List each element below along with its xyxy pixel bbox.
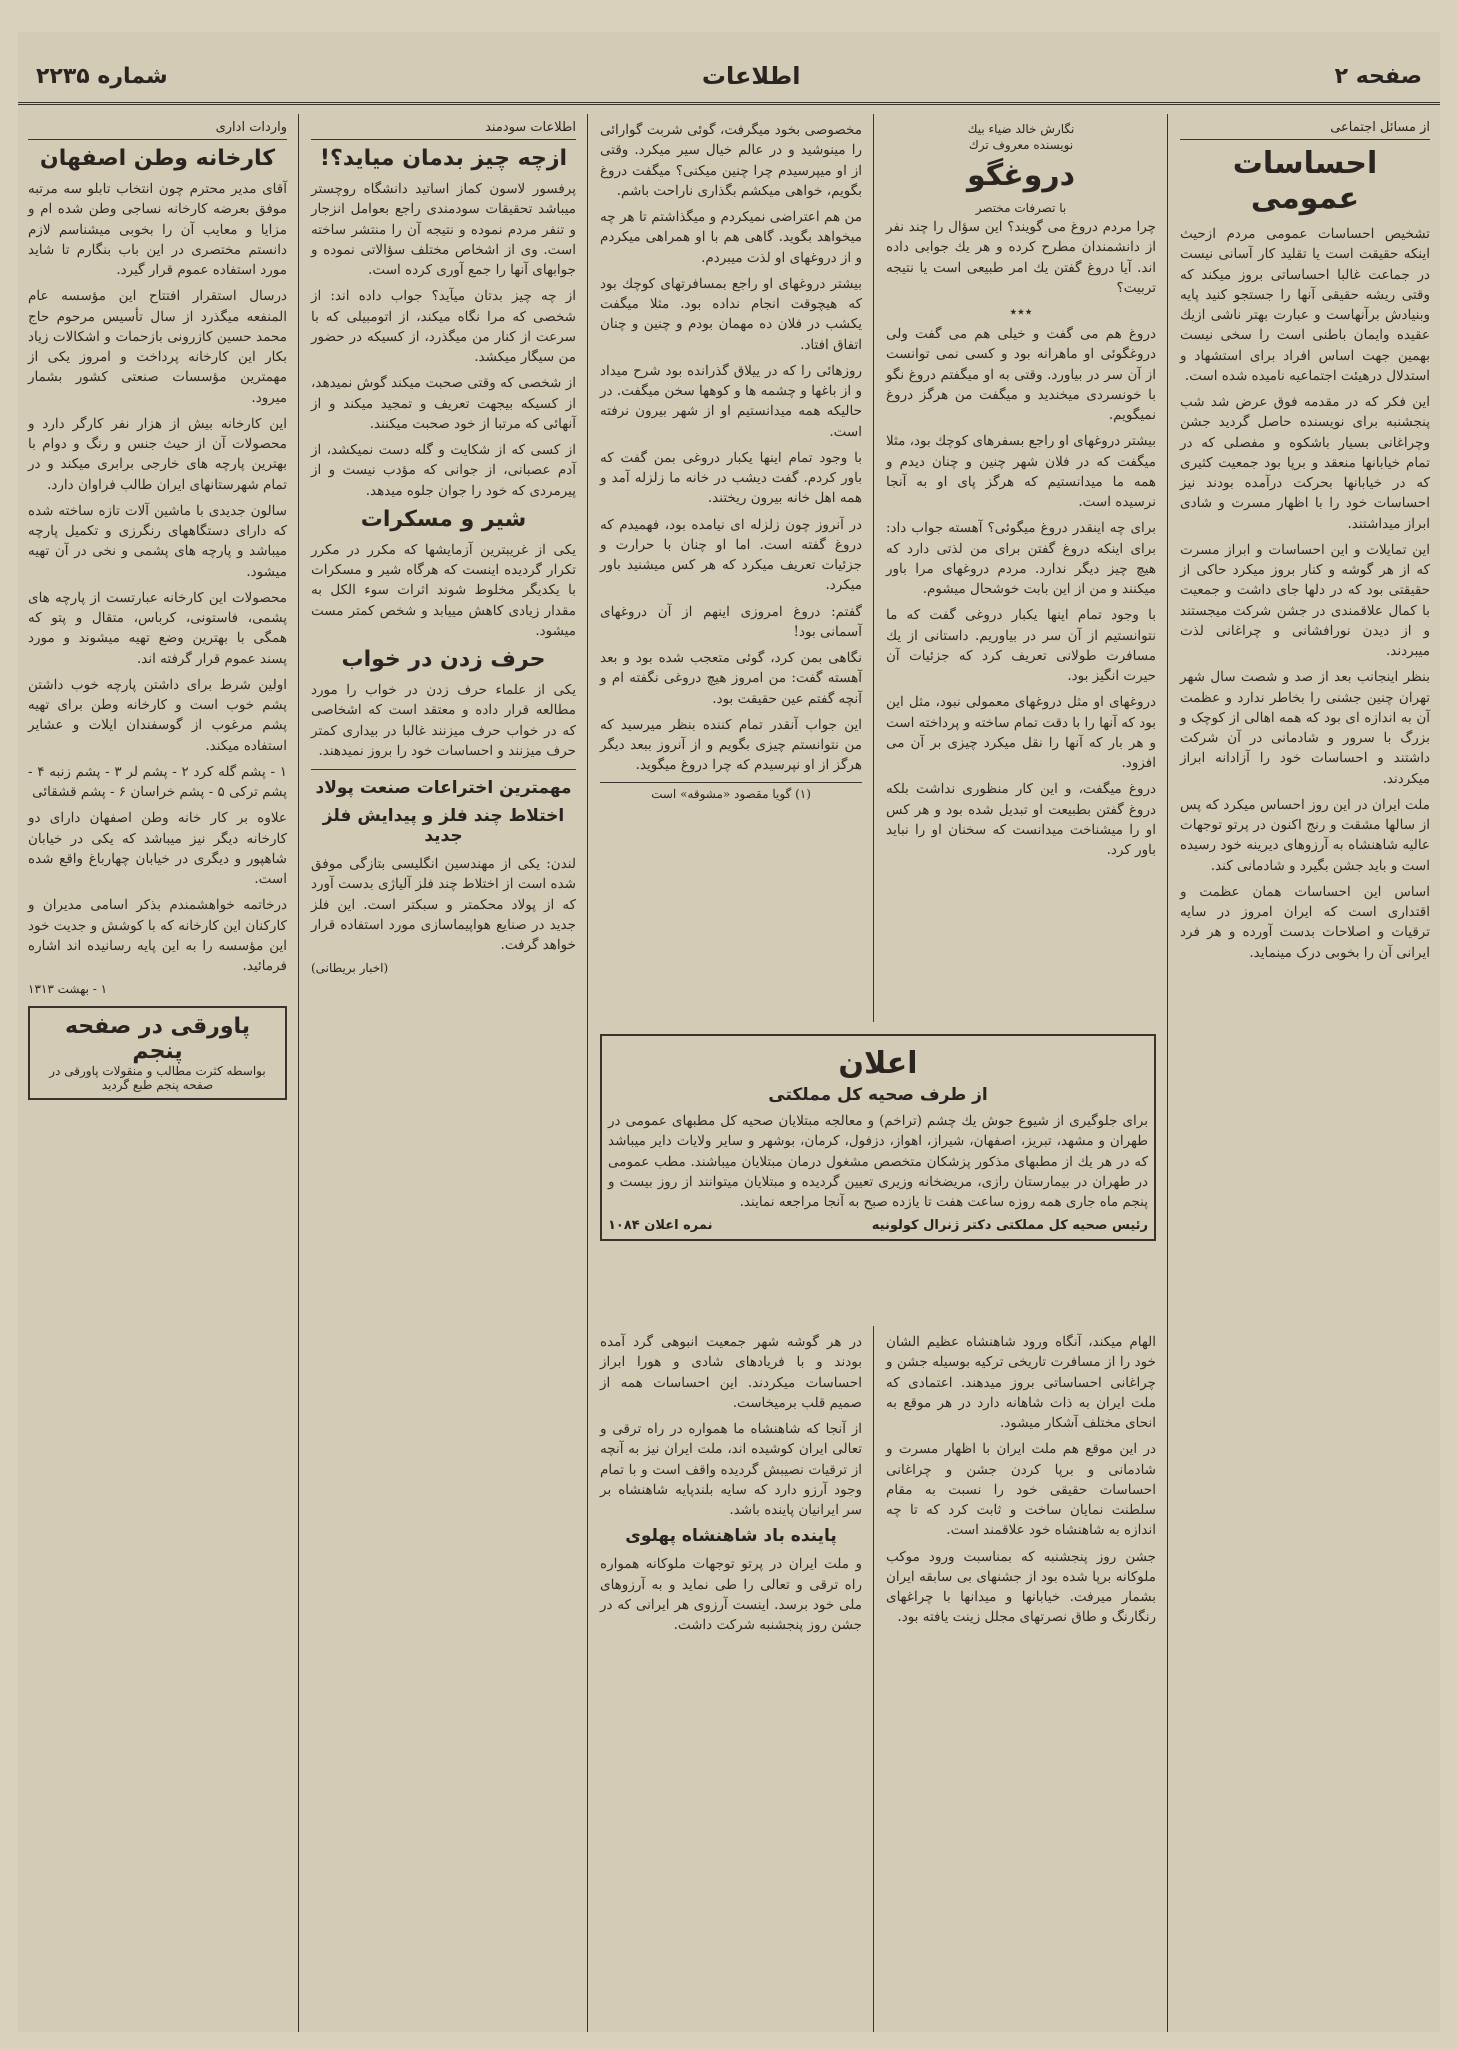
paragraph: با وجود تمام اینها یکبار دروغی گفت که ما نتوانستیم از آن سر در بیاوریم. داستانی از یك مسافرت طولانی تعریف کرد که جزئیات آن حیرت انگیز بود. [886, 607, 1156, 684]
column-sentiment-cont-b [590, 1326, 872, 2032]
paragraph: سالون جدیدی با ماشین آلات تازه ساخته شده که دارای دستگاههای رنگرزی و تکمیل پارچه میباشد و پارچه های پشمی و نخی در آن تهیه میشود. [28, 502, 287, 580]
edit-note: با تصرفات مختصر [975, 201, 1067, 215]
masthead [18, 50, 1440, 105]
paragraph: این کارخانه بیش از هزار نفر کارگر دارد و محصولات آن از حیث جنس و رنگ و دوام با بهترین پارچه های خارجی برابری میکند و در تمام شهرستانهای ایران طالب فراوان دارد. [28, 415, 287, 493]
article-title: کارخانه وطن اصفهان [39, 146, 276, 171]
paragraph: بیشتر دروغهای او راجع بسفرهای کوچك بود، مثلا میگفت که در فلان شهر چنین و چنان دیدم و همه ما میدانستیم که هرگز پای او به آنجا نرسیده است. [886, 433, 1156, 510]
author-byline: نگارش خالد ضیاء بیك [967, 122, 1075, 136]
section-label: اطلاعات سودمند [311, 120, 576, 140]
paragraph: تشخیص احساسات عمومی مردم ازحیث اینکه حقیقت است یا تقلید کار آسانی نیست در جماعت غالبا احساساتی بروز میکند که وقتی ریشه حقیقی آنها را جستجو کنید پایه وبنیادش برآنهاست و عبارت بهتر ناشی ازیك عقیده وایمان باطنی است را سخی نیست بهمین جهت اساس افراد برای استشهاد و استدلال درهیئت اجتماعیه نامیده شده است. [1180, 226, 1430, 384]
slogan: پاینده باد شاهنشاه پهلوی [625, 1526, 837, 1547]
paragraph: من هم اعتراضی نمیکردم و میگذاشتم تا هر چه میخواهد بگوید. گاهی هم با او همراهی میکردم و از دروغهای او لذت میبردم. [600, 209, 862, 266]
paragraph: چرا مردم دروغ می گویند؟ این سؤال را چند نفر از دانشمندان مطرح کرده و هر یك جوابی داده اند. آیا دروغ گفتن یك امر طبیعی است یا نتیجه تربیت؟ [886, 219, 1156, 296]
column-public-sentiment [1170, 114, 1440, 2032]
paragraph: این جواب آنقدر تمام کننده بنظر میرسید که من نتوانستم چیزی بگویم و از آنروز ببعد دیگر هرگز از او نپرسیدم که چرا دروغ میگوید. [600, 716, 862, 774]
paragraph: روزهائی را که در ییلاق گذرانده بود شرح میداد و از باغها و چشمه ها و کوهها سخن میگفت. در حالیکه همه میدانستیم او از شهر بیرون نرفته است. [600, 362, 862, 440]
issue-number: شماره ۲۲۳۵ [36, 63, 168, 89]
newspaper-page [18, 32, 1440, 2032]
paragraph: دروغ هم می گفت و خیلی هم می گفت ولی دروغگوئی او ماهرانه بود و کسی نمی توانست از آن سر در بیاورد. وقتی به او میگفتم دروغ نگو با خونسردی میخندید و میگفت من هرگز دروغ نمیگویم. [886, 326, 1156, 423]
paragraph: دروغهای او مثل دروغهای معمولی نبود، مثل این بود که آنها را با دقت تمام ساخته و پرداخته است و هر بار که آنها را نقل میکرد چیزی بر آن می افزود. [886, 694, 1156, 771]
ad-footer [608, 1218, 1148, 1233]
article-title: حرف زدن در خواب [341, 647, 546, 672]
paragraph: در آنروز چون زلزله ای نیامده بود، فهمیدم که دروغ گفته است. اما او چنان با حرارت و جزئیات تعریف میکرد که هر کس میشنید باور میکرد. [600, 516, 862, 594]
column-vatan-factory [18, 114, 297, 2032]
serial-notice-title: پاورقی در صفحه پنجم [64, 1014, 251, 1065]
paragraph: محصولات این کارخانه عبارتست از پارچه های پشمی، فاستونی، کرباس، متقال و پتو که همگی با بهترین وضع تهیه میشوند و مورد پسند عموم قرار گرفته اند. [28, 589, 287, 667]
wool-list: ۱ - پشم گله کرد ۲ - پشم لر ۳ - پشم زنبه ۴ - پشم ترکی ۵ - پشم خراسان ۶ - پشم قشقائی [28, 763, 288, 800]
paragraph: از آنجا که شاهنشاه ما همواره در راه ترقی و تعالی ایران کوشیده اند، ملت ایران نیز به آنچه از ترقیات نصیبش گردیده واقف است و با تمام وجود آرزو دارد که سایه بلندپایه شاهنشاه بر سر ایرانیان پاینده باشد. [600, 1421, 862, 1518]
article-title: ازچه چیز بدمان میاید؟! [319, 146, 568, 171]
paragraph: مخصوصی بخود میگرفت، گوئی شربت گوارائی را مینوشید و در عالم خیال سیر میکرد. وقتی از او میپرسیدم چرا چنین میکنی؟ میگفت دروغ بگویم، خواهی میکشم بگذاری ناراحت باشم. [600, 122, 862, 199]
column-rule [873, 1326, 874, 2032]
paragraph: از چه چیز بدتان میآید؟ جواب داده اند: از شخصی که مرا نگاه میکند، از اتومبیلی که با سرعت از کنار من میگذرد، از کسیکه در حضور من سیگار میکشد. [311, 288, 576, 365]
paragraph: جشن روز پنجشنبه که بمناسبت ورود موکب ملوکانه برپا شده بود از جشنهای بی سابقه ایران بشمار میرفت. خیابانها و میدانها با چراغهای رنگارنگ و طاق نصرتهای مجلل زینت یافته بود. [886, 1548, 1156, 1626]
paragraph: از شخصی که وقتی صحبت میکند گوش نمیدهد، از کسیکه بیجهت تعریف و تمجید میکند و از آنهائی که مرتبا از خود صحبت میکنند. [311, 375, 576, 432]
article-title: احساسات عمومی [1232, 146, 1378, 216]
paragraph: درخاتمه خواهشمندم بذکر اسامی مدیران و کارکنان این کارخانه که با کوشش و جدیت خود این مؤسسه را به این پایه رسانیده اند اشاره فرمائید. [28, 897, 287, 974]
letter-date: ۱ - بهشت ۱۳۱۳ [28, 982, 108, 997]
paragraph: و ملت ایران در پرتو توجهات ملوکانه همواره راه ترقی و تعالی را طی نماید و به آرزوهای ملی خود برسد. اینست آرزوی هر ایرانی که در جشن روز پنجشنبه شرکت داشت. [600, 1556, 862, 1633]
column-sentiment-cont-a [876, 1326, 1166, 2032]
ad-signature: رئیس صحیه کل مملکتی دکتر ژنرال کولونیه [871, 1218, 1148, 1234]
paragraph: در این موقع هم ملت ایران با اظهار مسرت و شادمانی و برپا کردن جشن و چراغانی احساسات حقیقی خود را نسبت به مقام سلطنت نمایان ساخت و ثابت کرد که تا چه اندازه به شاهنشاه خود علاقمند است. [886, 1441, 1156, 1539]
source-credit: (اخبار بریطانی) [311, 961, 389, 976]
paragraph: این فکر که در مقدمه فوق عرض شد شب پنجشنبه برای نویسنده حاصل گردید جشن وچراغانی بسیار باشکوه و مفصلی که در تمام خیابانها منعقد و برپا بود جمعیت کثیری که در خیابانها بحرکت درآمده بودند نیز احساسات خود را با اظهار مسرت و شادی ابراز میداشتند. [1180, 394, 1430, 532]
ad-body: برای جلوگیری از شیوع جوش یك چشم (تراخم) و معالجه مبتلایان صحیه کل مطبهای عمومی در طهران و مشهد، تبریز، اصفهان، شیراز، اهواز، دزفول، کرمان، بوشهر و سایر ولایات دایر میباشد که در هر یك از مطبهای مذکور پزشکان متخصص مشغول درمان مبتلایان میباشند. مطب عمومی در طهران در بیمارستان رازی، مریضخانه وزیری تعیین گردیده و مبتلایان میتوانند از روز بیست و پنجم ماه جاری همه روزه ساعت هفت تا یازده صبح به آنجا مراجعه نمایند. [608, 1113, 1148, 1210]
article-title: شیر و مسکرات [360, 506, 527, 532]
column-rule [873, 114, 874, 1022]
paragraph: الهام میکند، آنگاه ورود شاهنشاه عظیم الشان خود را از مسافرت تاریخی ترکیه بوسیله جشن و چراغانی احساساتی بروز میدهند. اعتمادی که ملت ایران به ذات شاهانه دارد در هر موقع به انحای مختلف آشکار میشود. [886, 1334, 1156, 1431]
paragraph: درسال استقرار افتتاح این مؤسسه عام المنفعه میگذرد از سال تأسیس مرحوم حاج محمد حسین کازرونی بازحمات و اشکالات زیاد بکار این کارخانه پرداخت و امروز یکی از مهمترین مؤسسات صنعتی کشور بشمار میرود. [28, 288, 287, 406]
paragraph: اولین شرط برای داشتن پارچه خوب داشتن پشم خوب است و کارخانه وطن برای تهیه پشم مرغوب از گوسفندان ایلات و عشایر استفاده میکند. [28, 676, 287, 754]
ad-title: اعلان [838, 1046, 918, 1081]
paragraph: در هر گوشه شهر جمعیت انبوهی گرد آمده بودند و با فریادهای شادی و هورا ابراز احساسات میکردند. این احساسات همه از صمیم قلب برمیخاست. [600, 1334, 862, 1411]
author-note: نویسنده معروف ترك [968, 138, 1074, 152]
paragraph: دروغ میگفت، و این کار منظوری نداشت بلکه دروغ گفتن بطبیعت او تبدیل شده بود و هر کس او را میشناخت میدانست که سخنان او را نباید باور کرد. [886, 781, 1156, 858]
paragraph: علاوه بر کار خانه وطن اصفهان دارای دو کارخانه دیگر نیز میباشد که یکی در خیابان شاهپور و دیگری در خیابان چهارباغ واقع شده است. [28, 810, 287, 887]
divider [311, 769, 576, 770]
columns [18, 114, 1440, 2032]
column-liar-story-cont [590, 114, 872, 1022]
paragraph: لندن: یکی از مهندسین انگلیسی بتازگی موفق شده است از اختلاط چند فلز آلیاژی بدست آورد که از پولاد محکمتر و سبکتر است. این فلز جدید در صنایع هواپیماسازی مورد استفاده قرار خواهد گرفت. [311, 856, 576, 953]
paragraph: بیشتر دروغهای او راجع بمسافرتهای کوچك بود که هیچوقت انجام نداده بود. مثلا میگفت یکشب در فلان ده مهمان بودم و چنین و چنان اتفاق افتاد. [600, 275, 862, 353]
story-title: دروغگو [966, 158, 1076, 193]
paragraph: آقای مدیر محترم چون انتخاب تابلو سه مرتبه موفق بعرضه کارخانه نساجی وطن شده ام و مزایا و معایب آن را بخوبی میشناسم لازم دانستم مختصری در این باب بنگارم تا شاید مورد استفاده عموم قرار گیرد. [28, 181, 287, 278]
section-label: واردات اداری [28, 120, 287, 140]
newspaper-name: اطلاعات [701, 62, 801, 90]
paragraph: برای چه اینقدر دروغ میگوئی؟ آهسته جواب داد: برای اینکه دروغ گفتن برای من لذتی دارد که هیچ چیز دیگر ندارد. مردم دروغهای مرا باور میکنند و من از این بابت خوشحال میشوم. [886, 520, 1156, 597]
advertisement-block [590, 1022, 1166, 1322]
paragraph: این تمایلات و این احساسات و ابراز مسرت که از هر گوشه و کنار بروز میکرد حاکی از حقیقتی بود که در دلها جای داشت و جمعیت با کمال علاقمندی در جشن شرکت میجستند و از دیدن نورافشانی و چراغانی لذت میبردند. [1180, 541, 1430, 659]
article-subtitle: اختلاط چند فلز و پیدایش فلز جدید [322, 806, 565, 846]
section-divider: ٭٭٭ [1009, 304, 1033, 320]
column-rule [587, 114, 588, 2032]
column-rule [298, 114, 299, 2032]
column-useful-info [301, 114, 586, 2032]
ad-number: نمره اعلان ۱۰۸۴ [608, 1218, 713, 1234]
paragraph: بنظر اینجانب بعد از صد و شصت سال شهر تهران چنین جشنی را بخاطر ندارد و عظمت آن به اندازه ای بود که همه اهالی از کوچک و بزرگ با سرور و شادمانی در آن شرکت داشتند و احساسات خود را آزادانه ابراز میکردند. [1180, 669, 1430, 787]
ad-subtitle: از طرف صحیه کل مملکتی [768, 1085, 988, 1105]
paragraph: یکی از علماء حرف زدن در خواب را مورد مطالعه قرار داده و معتقد است که اشخاصی که در خواب حرف میزنند غالبا در بیداری کمتر حرف میزنند و احساسات خود را بروز نمیدهند. [311, 682, 576, 759]
paragraph: ملت ایران در این روز احساس میکرد که پس از سالها مشقت و رنج اکنون در پرتو توجهات عالیه شاهنشاه به آرزوهای دیرینه خود رسیده است و باید جشن بگیرد و شادمانی کند. [1180, 796, 1430, 874]
serial-notice-box [28, 1006, 287, 1100]
column-rule [1167, 114, 1168, 2032]
serial-notice-text: بواسطه کثرت مطالب و منقولات پاورقی در صفحه پنجم طبع گردید [49, 1064, 266, 1093]
paragraph: نگاهی بمن کرد، گوئی متعجب شده بود و بعد آهسته گفت: من امروز هیچ دروغی نگفته ام و آنچه گفتم عین حقیقت بود. [600, 650, 862, 707]
paragraph: گفتم: دروغ امروزی اینهم از آن دروغهای آسمانی بود! [600, 603, 862, 640]
paragraph: پرفسور لاسون کماز اساتید دانشگاه روچستر میباشد تحقیقات سودمندی راجع بعوامل انزجار و تنفر مردم نموده و نتیجه آن را منتشر ساخته است. وی از اشخاص مختلف سؤالاتی نموده و جوابهای آنها را جمع آوری کرده است. [311, 181, 576, 278]
page-number: صفحه ۲ [1334, 63, 1422, 89]
paragraph: با وجود تمام اینها یکبار دروغی بمن گفت که باور کردم. گفت دیشب در خانه ما زلزله آمد و همه اهل خانه بیرون ریختند. [600, 449, 862, 507]
column-liar-story [876, 114, 1166, 1022]
section-label: از مسائل اجتماعی [1180, 120, 1430, 140]
paragraph: یکی از غریبترین آزمایشها که مکرر در مکرر تکرار گردیده اینست که هرگاه شیر و مسکرات با یکدیگر مخلوط شوند اثرات سوء الکل به مقدار زیادی کاهش مییابد و شخص کمتر مست میشود. [311, 541, 576, 639]
article-title: مهمترین اختراعات صنعت پولاد [315, 778, 572, 798]
advertisement [600, 1034, 1156, 1241]
paragraph: اساس این احساسات همان عظمت و اقتداری است که ایران امروز در سایه ترقیات و اصلاحات بدست آورده و هر فرد ایرانی آن را بخوبی درک مینماید. [1180, 883, 1430, 961]
paragraph: از کسی که از شکایت و گله دست نمیکشد، از آدم عصبانی، از جوانی که مؤدب نیست و از پیرمردی که خود را جوان جلوه میدهد. [311, 442, 576, 499]
footnote: (۱) گویا مقصود «مشوقه» است [600, 782, 862, 801]
